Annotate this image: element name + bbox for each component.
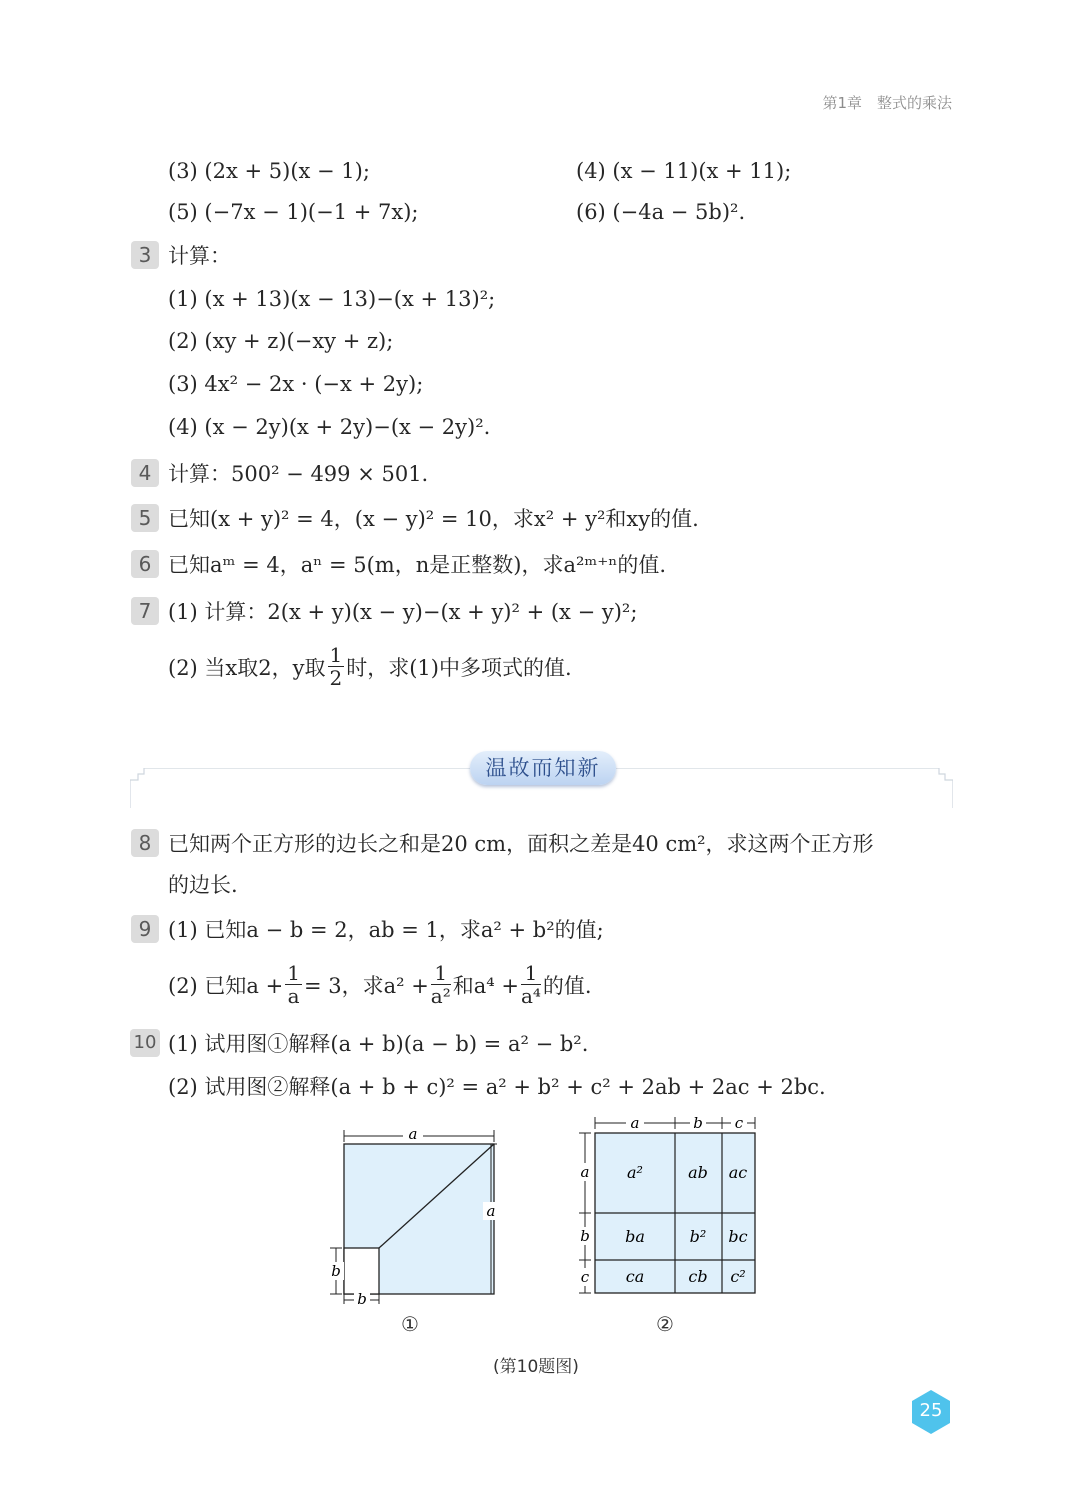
question-text: (2) 试用图②解释(a + b + c)² = a² + b² + c² + 2ab + 2ac + 2bc.	[168, 1075, 826, 1099]
fraction	[328, 644, 345, 689]
dimension-label: b	[357, 1290, 367, 1305]
section-title: 温故而知新	[470, 751, 616, 785]
question-number: 7	[131, 597, 159, 625]
top-dimension-label: c	[734, 1114, 744, 1132]
cell-label: a²	[627, 1163, 643, 1182]
cell-label: bc	[728, 1227, 748, 1246]
question-text: (1) 计算：2(x + y)(x − y)−(x + y)² + (x − y)²;	[168, 600, 638, 624]
problem-item-6: (6) (−4a − 5b)².	[576, 200, 746, 224]
fraction	[521, 962, 541, 1007]
question-line	[168, 958, 592, 1014]
cell-label: ca	[625, 1267, 645, 1286]
cell-label: ac	[728, 1163, 748, 1182]
fraction-numerator: 1	[431, 962, 451, 985]
question-number: 5	[131, 504, 159, 532]
problem-item-4: (4) (x − 11)(x + 11);	[576, 159, 792, 183]
text-part: (2) 已知a +	[168, 974, 284, 998]
question-text: 已知两个正方形的边长之和是20 cm，面积之差是40 cm²，求这两个正方形	[168, 832, 874, 856]
question-number: 3	[131, 241, 159, 269]
sub-item: (3) 4x² − 2x · (−x + 2y);	[168, 372, 424, 396]
figure-2	[570, 1110, 760, 1300]
small-square	[344, 1248, 379, 1294]
question-text: 已知(x + y)² = 4，(x − y)² = 10，求x² + y²和xy的值.	[168, 507, 699, 531]
text-part: = 3，求a² +	[303, 974, 429, 998]
sub-item: (1) (x + 13)(x − 13)−(x + 13)²;	[168, 287, 496, 311]
question-number: 8	[131, 829, 159, 857]
problem-item-3: (3) (2x + 5)(x − 1);	[168, 159, 370, 183]
question-number: 6	[131, 550, 159, 578]
fraction-denominator: 2	[329, 666, 343, 690]
sub-item: (4) (x − 2y)(x + 2y)−(x − 2y)².	[168, 415, 491, 439]
left-dimension-label: a	[580, 1163, 590, 1181]
text-part: 时，求(1)中多项式的值.	[346, 656, 572, 680]
question-text: 的边长.	[168, 873, 238, 897]
cell-label: cb	[688, 1267, 708, 1286]
figure-1-label: ①	[401, 1312, 419, 1336]
fraction-numerator: 1	[287, 961, 300, 985]
top-dimension-label: a	[630, 1114, 640, 1132]
fraction-denominator: a²	[430, 984, 451, 1008]
question-text: (1) 试用图①解释(a + b)(a − b) = a² − b².	[168, 1032, 589, 1056]
text-part: 的值.	[542, 974, 592, 998]
fraction-numerator: 1	[329, 643, 343, 667]
figure-caption: (第10题图)	[493, 1357, 579, 1377]
cell-label: ab	[688, 1163, 708, 1182]
page-number: 25	[919, 1400, 943, 1421]
figure-2-label: ②	[656, 1312, 674, 1336]
question-number: 10	[130, 1029, 160, 1057]
figure-1	[325, 1120, 505, 1305]
text-part: 和a⁴ +	[452, 974, 519, 998]
problem-item-5: (5) (−7x − 1)(−1 + 7x);	[168, 200, 419, 224]
question-line	[168, 640, 572, 696]
sub-item: (2) (xy + z)(−xy + z);	[168, 329, 394, 353]
text-part: (2) 当x取2，y取	[168, 656, 326, 680]
dimension-label: b	[331, 1262, 341, 1280]
question-text: 已知aᵐ = 4，aⁿ = 5(m，n是正整数)，求a²ᵐ⁺ⁿ的值.	[168, 553, 667, 577]
chapter-header: 第1章 整式的乘法	[822, 94, 952, 112]
fraction-denominator: a	[287, 984, 300, 1008]
cell-label: ba	[625, 1227, 645, 1246]
cell-label: b²	[689, 1227, 707, 1246]
fraction	[285, 962, 302, 1007]
question-text: 计算：500² − 499 × 501.	[168, 462, 429, 486]
question-text: (1) 已知a − b = 2，ab = 1，求a² + b²的值;	[168, 918, 604, 942]
cell-label: c²	[730, 1267, 746, 1286]
fraction	[431, 962, 451, 1007]
dimension-label: a	[408, 1125, 418, 1143]
left-dimension-label: c	[580, 1268, 590, 1286]
question-number: 9	[131, 915, 159, 943]
top-dimension-label: b	[693, 1114, 703, 1132]
question-title: 计算：	[168, 244, 231, 268]
dimension-label: a	[486, 1202, 496, 1220]
question-number: 4	[131, 459, 159, 487]
left-dimension-label: b	[580, 1227, 590, 1245]
fraction-numerator: 1	[521, 962, 541, 985]
fraction-denominator: a⁴	[520, 984, 541, 1008]
